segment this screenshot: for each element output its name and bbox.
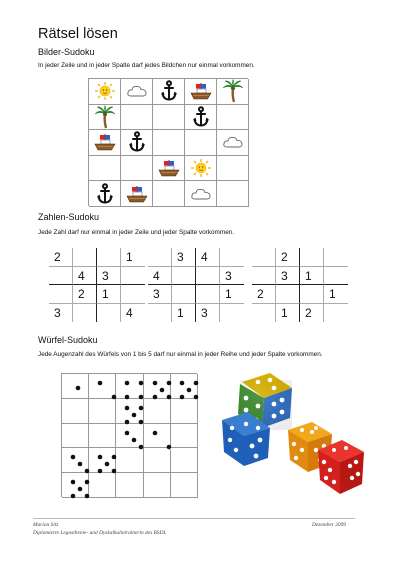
number-cell[interactable] [324, 304, 348, 323]
dice-cell[interactable] [171, 424, 198, 449]
picture-cell[interactable] [153, 105, 185, 131]
number-cell[interactable] [220, 248, 244, 267]
number-cell[interactable] [121, 285, 145, 304]
picture-cell[interactable] [185, 130, 217, 156]
number-cell: 4 [148, 267, 172, 286]
number-cell[interactable] [97, 248, 121, 267]
picture-cell [217, 130, 249, 156]
dice-cell [62, 473, 89, 498]
dice-cell [144, 424, 171, 449]
zahlen-instruction: Jede Zahl darf nur einmal in jeder Zeile und jeder Spalte vorkommen. [38, 229, 235, 236]
dice-cell[interactable] [62, 424, 89, 449]
red-die [318, 440, 364, 494]
picture-sudoku-grid [88, 78, 248, 206]
number-cell[interactable] [172, 267, 196, 286]
number-cell: 3 [49, 304, 73, 323]
number-cell[interactable] [324, 267, 348, 286]
number-cell[interactable] [73, 248, 97, 267]
dice-cell[interactable] [144, 448, 171, 473]
dice-cell [144, 374, 171, 399]
number-cell[interactable] [252, 267, 276, 286]
number-cell[interactable] [300, 248, 324, 267]
number-cell: 3 [172, 248, 196, 267]
bilder-heading: Bilder-Sudoku [38, 47, 95, 57]
number-cell[interactable] [196, 267, 220, 286]
picture-cell[interactable] [153, 181, 185, 207]
number-cell: 2 [49, 248, 73, 267]
number-cell[interactable] [148, 304, 172, 323]
footer-date: Dezember 2009 [312, 522, 346, 528]
number-cell: 2 [73, 285, 97, 304]
dice-cell[interactable] [62, 399, 89, 424]
picture-cell [153, 79, 185, 105]
picture-cell[interactable] [153, 130, 185, 156]
picture-cell [185, 105, 217, 131]
picture-cell [217, 79, 249, 105]
footer-author: Marion Sitz [33, 522, 59, 528]
number-sudoku-1 [49, 248, 145, 322]
dice-cell[interactable] [116, 473, 143, 498]
number-cell[interactable] [49, 267, 73, 286]
number-cell[interactable] [276, 285, 300, 304]
dice-cell [116, 424, 143, 449]
number-cell[interactable] [73, 304, 97, 323]
picture-cell [89, 105, 121, 131]
dice-cell [62, 448, 89, 473]
number-cell[interactable] [220, 304, 244, 323]
number-cell: 2 [300, 304, 324, 323]
dice-photo-illustration [212, 370, 377, 500]
picture-cell [185, 181, 217, 207]
number-cell: 1 [172, 304, 196, 323]
dice-cell [171, 374, 198, 399]
number-cell: 3 [276, 267, 300, 286]
number-cell[interactable] [252, 248, 276, 267]
picture-cell [185, 79, 217, 105]
dice-cell [116, 399, 143, 424]
dice-cell[interactable] [171, 399, 198, 424]
number-cell: 1 [324, 285, 348, 304]
number-cell[interactable] [49, 285, 73, 304]
wuerfel-heading: Würfel-Sudoku [38, 335, 98, 345]
dice-cell [89, 374, 116, 399]
picture-cell[interactable] [217, 105, 249, 131]
picture-cell[interactable] [217, 181, 249, 207]
page-title: Rätsel lösen [38, 26, 118, 42]
number-cell[interactable] [324, 248, 348, 267]
zahlen-heading: Zahlen-Sudoku [38, 212, 100, 222]
picture-cell [89, 79, 121, 105]
number-cell: 3 [196, 304, 220, 323]
number-sudoku-3 [252, 248, 348, 322]
number-cell: 4 [196, 248, 220, 267]
picture-cell[interactable] [121, 105, 153, 131]
picture-cell [89, 130, 121, 156]
dice-cell[interactable] [171, 473, 198, 498]
number-cell[interactable] [172, 285, 196, 304]
dice-sudoku-grid [61, 373, 197, 497]
number-cell[interactable] [300, 285, 324, 304]
number-cell: 4 [126, 305, 133, 320]
dice-cell [89, 448, 116, 473]
dice-cell[interactable] [116, 448, 143, 473]
number-cell: 3 [148, 285, 172, 304]
picture-cell[interactable] [89, 156, 121, 182]
footer-credentials: Diplomierte Legasthenie- und Dyskalkulietrainerin des BSDL [33, 530, 167, 536]
picture-cell [185, 156, 217, 182]
number-cell: 3 [97, 267, 121, 286]
dice-cell [116, 374, 143, 399]
number-cell: 4 [73, 267, 97, 286]
picture-cell[interactable] [121, 156, 153, 182]
number-cell[interactable] [97, 304, 121, 323]
number-cell: 1 [276, 304, 300, 323]
number-cell: 1 [121, 248, 145, 267]
number-cell: 2 [252, 285, 276, 304]
picture-cell [121, 130, 153, 156]
dice-cell[interactable] [144, 473, 171, 498]
dice-cell[interactable] [171, 448, 198, 473]
number-cell: 2 [276, 248, 300, 267]
dice-cell [62, 374, 89, 399]
picture-cell [89, 181, 121, 207]
dice-face-1-icon [66, 376, 90, 400]
picture-cell [121, 181, 153, 207]
footer-rule [33, 518, 355, 519]
bilder-instruction: In jeder Zeile und in jeder Spalte darf jedes Bildchen nur einmal vorkommen. [38, 62, 255, 69]
picture-cell[interactable] [217, 156, 249, 182]
number-cell: 1 [97, 285, 121, 304]
number-cell[interactable] [252, 304, 276, 323]
dice-cell[interactable] [89, 424, 116, 449]
picture-cell [121, 79, 153, 105]
number-sudoku-2 [148, 248, 244, 322]
number-cell: 1 [300, 267, 324, 286]
wuerfel-instruction: Jede Augenzahl des Würfels von 1 bis 5 darf nur einmal in jeder Reihe und jeder Spalte vorkommen. [38, 351, 323, 358]
number-cell: 1 [220, 285, 244, 304]
picture-cell [153, 156, 185, 182]
dice-cell[interactable] [144, 399, 171, 424]
number-cell[interactable] [148, 248, 172, 267]
number-cell[interactable] [121, 267, 145, 286]
dice-cell[interactable] [89, 399, 116, 424]
number-cell: 3 [220, 267, 244, 286]
number-cell[interactable] [196, 285, 220, 304]
dice-cell[interactable] [89, 473, 116, 498]
